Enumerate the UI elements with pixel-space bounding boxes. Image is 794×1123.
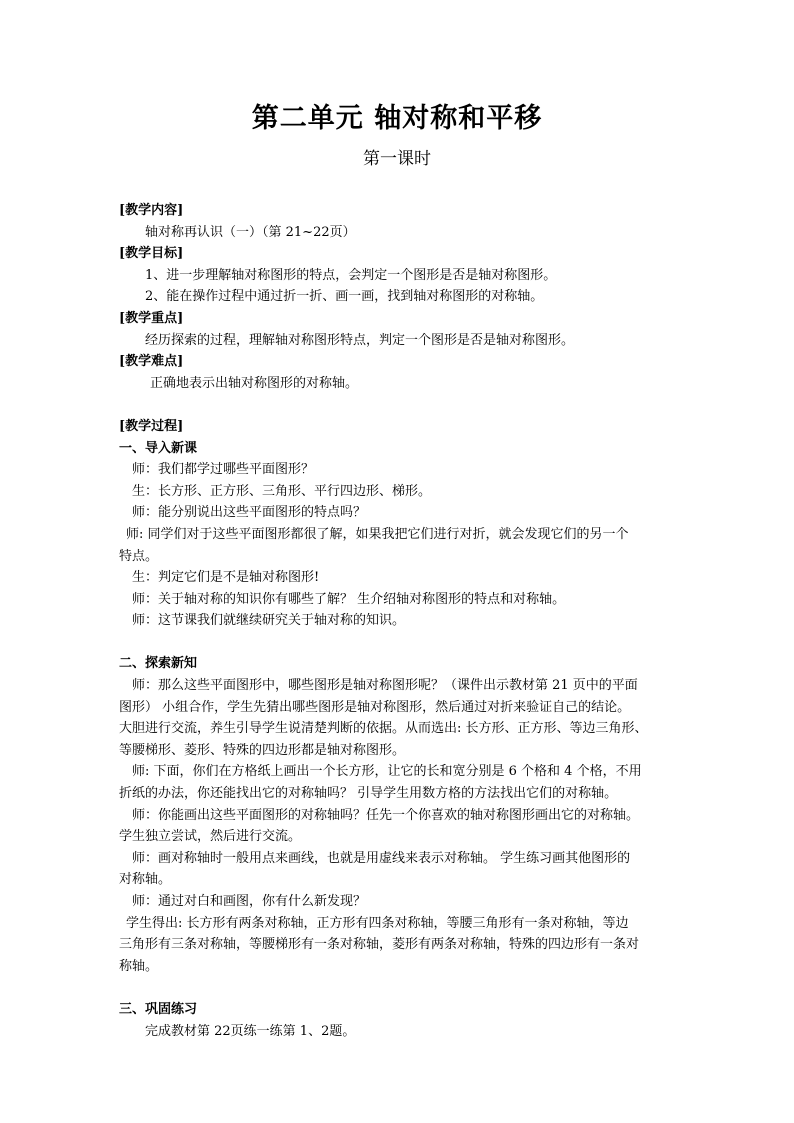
section-heading-key-points: [教学重点] [119,310,184,326]
dialogue-line: 学生得出: 长方形有两条对称轴，正方形有四条对称轴，等腰三角形有一条对称轴，等边 [126,915,629,931]
section-heading-content: [教学内容] [119,203,184,218]
section-heading-practice: 三、巩固练习 [119,1001,198,1017]
dialogue-line: 师: 同学们对于这些平面图形都很了解，如果我把它们进行对折，就会发现它们的另一个 [126,526,629,542]
dialogue-line: 学生独立尝试，然后进行交流。 [119,829,302,845]
dialogue-line: 三角形有三条对称轴，等腰梯形有一条对称轴，菱形有两条对称轴，特殊的四边形有一条对 [119,937,640,953]
section-heading-difficulties: [教学难点] [119,354,184,370]
dialogue-line: 师：这节课我们就继续研究关于轴对称的知识。 [132,613,406,629]
practice-text: 完成教材第 22页练一练第 1、2题。 [145,1023,356,1039]
page-subtitle: 第一课时 [363,149,431,169]
dialogue-line: 师: 下面，你们在方格纸上画出一个长方形，让它的长和宽分别是 6 个格和 4 个格，不用 [132,764,642,780]
dialogue-line: 等腰梯形、菱形、特殊的四边形都是轴对称图形。 [119,742,406,758]
dialogue-line: 师：画对称轴时一般用点来画线，也就是用虚线来表示对称轴。 学生练习画其他图形的 [132,850,631,866]
section-heading-intro: 一、导入新课 [119,440,198,456]
dialogue-line: 大胆进行交流，养生引导学生说清楚判断的依据。从而选出: 长方形、正方形、等边三角形、 [119,721,648,737]
dialogue-line: 折纸的办法，你还能找出它的对称轴吗？ 引导学生用数方格的方法找出它们的对称轴。 [119,786,618,802]
difficulties-text: 正确地表示出轴对称图形的对称轴。 [150,375,359,391]
section-heading-explore: 二、探索新知 [119,656,198,672]
goal-item: 1、进一步理解轴对称图形的特点，会判定一个图形是否是轴对称图形。 [145,267,557,283]
key-points-text: 经历探索的过程，理解轴对称图形特点，判定一个图形是否是轴对称图形。 [145,332,575,348]
content-text: 轴对称再认识（一）（第 21~22页） [145,224,356,240]
spacer [119,394,685,416]
dialogue-line: 师：关于轴对称的知识你有哪些了解？ 生介绍轴对称图形的特点和对称轴。 [132,591,566,607]
dialogue-line: 图形） 小组合作，学生先猜出哪些图形是轴对称图形，然后通过对折来验证自己的结论。 [119,699,631,715]
page-title: 第二单元 轴对称和平移 [251,103,543,134]
dialogue-line: 师：通过对白和画图，你有什么新发现？ [132,894,367,909]
section-heading-process: [教学过程] [119,418,184,434]
section-heading-goals: [教学目标] [119,246,184,262]
dialogue-line: 师：能分别说出这些平面图形的特点吗？ [132,505,367,521]
dialogue-line: 对称轴。 [119,872,172,888]
dialogue-line: 生：判定它们是不是轴对称图形! [132,570,320,586]
dialogue-line: 称轴。 [119,958,159,974]
goal-item: 2、能在操作过程中通过折一折、画一画，找到轴对称图形的对称轴。 [145,289,544,305]
spacer [119,632,685,654]
dialogue-line: 师：你能画出这些平面图形的对称轴吗？任先一个你喜欢的轴对称图形画出它的对称轴。 [132,807,640,823]
dialogue-line: 师：我们都学过哪些平面图形？ [132,462,315,478]
dialogue-line: 生：长方形、正方形、三角形、平行四边形、梯形。 [132,483,432,499]
dialogue-line: 师：那么这些平面图形中，哪些图形是轴对称图形呢？（课件出示教材第 21 页中的平面 [132,678,638,694]
document-body [119,200,685,1042]
dialogue-line: 特点。 [119,548,159,564]
spacer [119,977,685,999]
